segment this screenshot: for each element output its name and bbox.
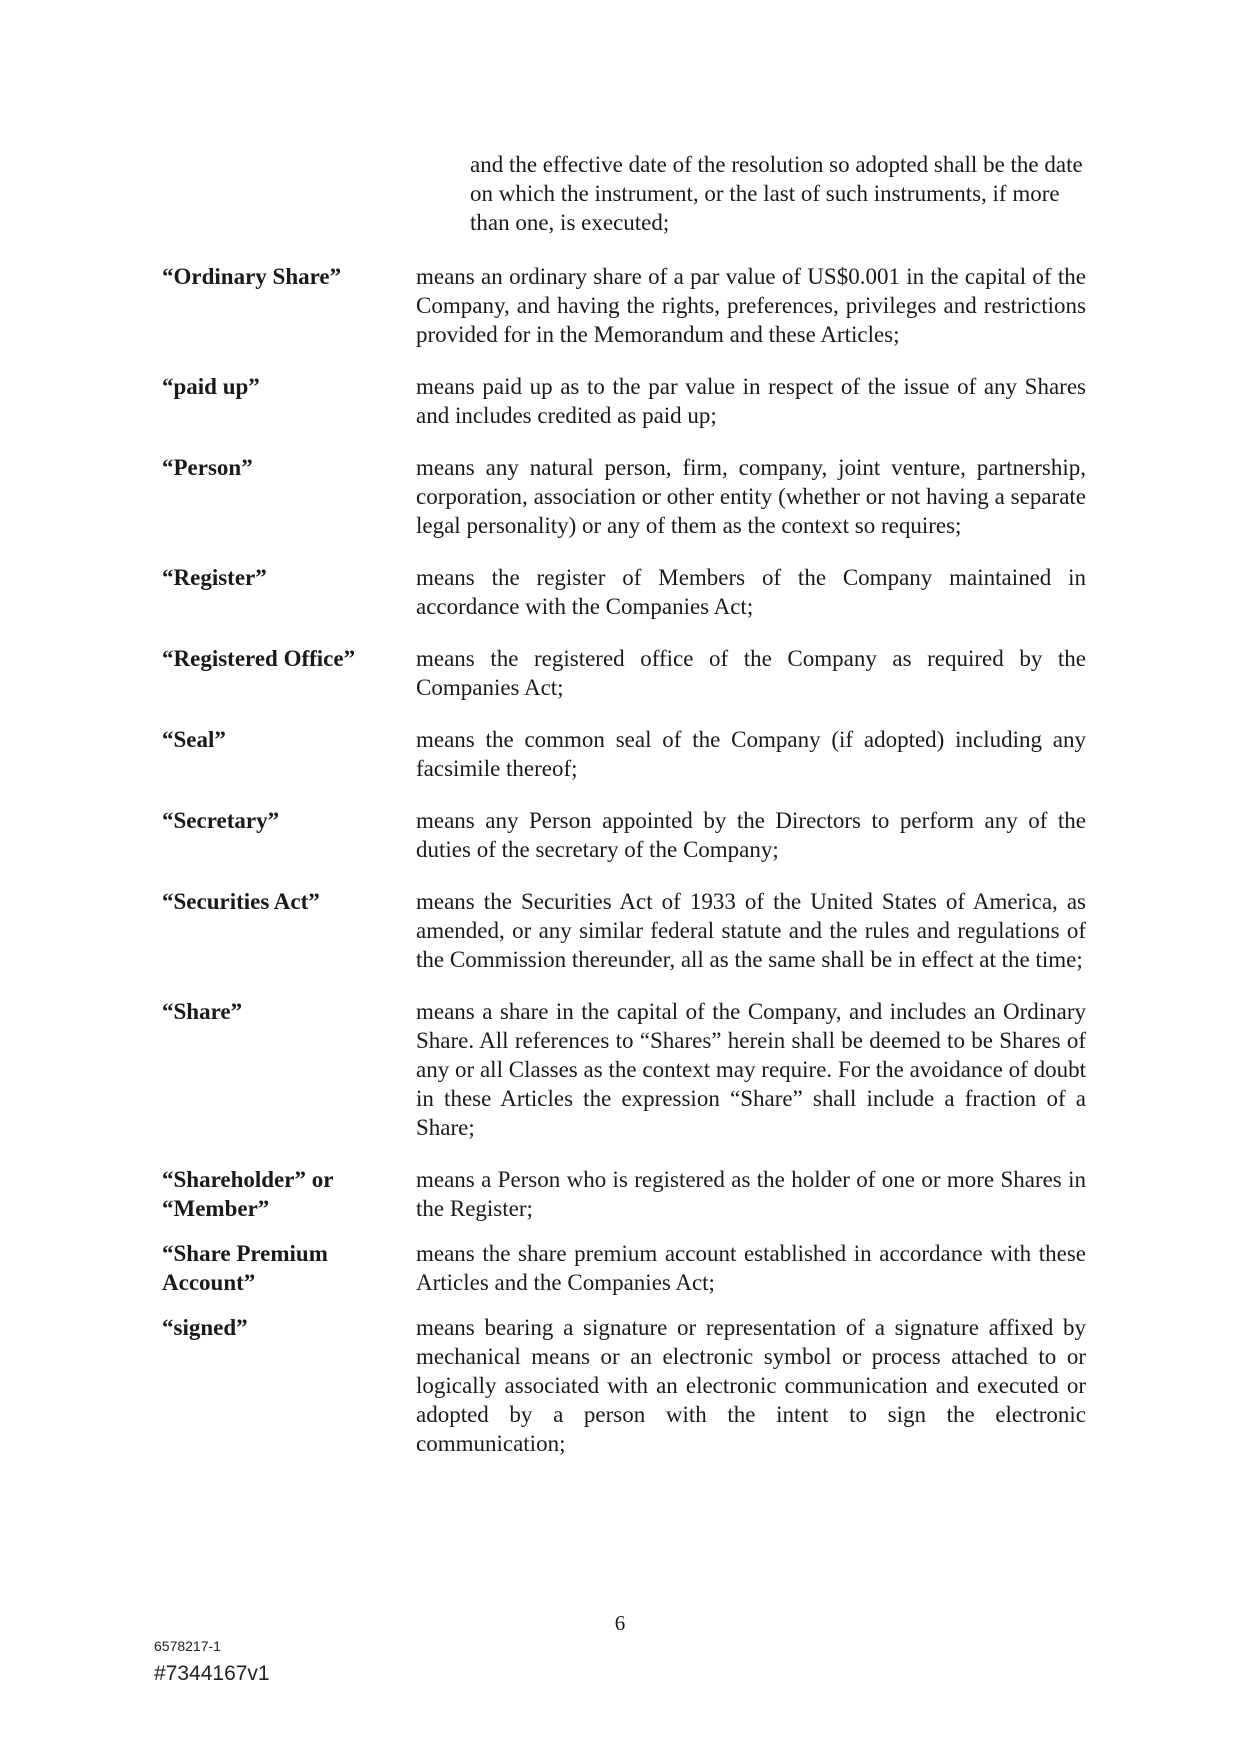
- definition-signed: [162, 1313, 1086, 1458]
- definition-term: “Ordinary Share”: [162, 264, 342, 289]
- definition-term: “Secretary”: [162, 808, 280, 833]
- document-id: #7344167v1: [154, 1662, 270, 1685]
- definition-meaning: means the share premium account established in accordance with these Articles and the Companies Act;: [416, 1241, 1086, 1295]
- definition-term: “Seal”: [162, 727, 226, 752]
- definition-meaning: means paid up as to the par value in respect of the issue of any Shares and includes credited as paid up;: [416, 374, 1086, 428]
- definition-meaning: means the register of Members of the Company maintained in accordance with the Companies Act;: [416, 565, 1086, 619]
- definition-meaning: means an ordinary share of a par value of US$0.001 in the capital of the Company, and having the rights, preferences, privileges and restrictions provided for in the Memorandum and these Articles;: [416, 264, 1086, 347]
- definition-share-premium-account: [162, 1239, 1086, 1297]
- definition-register: [162, 563, 1086, 621]
- definition-meaning: means any Person appointed by the Directors to perform any of the duties of the secretary of the Company;: [416, 808, 1086, 862]
- definition-paid-up: [162, 372, 1086, 430]
- definitions-list: [162, 262, 1086, 1458]
- definition-term: “Share Premium Account”: [162, 1241, 328, 1295]
- definition-person: [162, 453, 1086, 540]
- document-reference: 6578217-1: [154, 1638, 221, 1654]
- definition-term: “Securities Act”: [162, 889, 320, 914]
- definition-meaning: means the Securities Act of 1933 of the United States of America, as amended, or any similar federal statute and the rules and regulations of the Commission thereunder, all as the same shall be in effect at the time;: [416, 889, 1086, 972]
- definition-secretary: [162, 806, 1086, 864]
- definition-meaning: means a share in the capital of the Company, and includes an Ordinary Share. All references to “Shares” herein shall be deemed to be Shares of any or all Classes as the context may require. For the avoidance of doubt in these Articles the expression “Share” shall include a fraction of a Share;: [416, 999, 1086, 1140]
- definition-seal: [162, 725, 1086, 783]
- definition-term: “paid up”: [162, 374, 260, 399]
- definition-term: “Shareholder” or “Member”: [162, 1167, 334, 1221]
- definition-term: “signed”: [162, 1315, 248, 1340]
- definition-meaning: means the common seal of the Company (if adopted) including any facsimile thereof;: [416, 727, 1086, 781]
- definition-meaning: means the registered office of the Company as required by the Companies Act;: [416, 646, 1086, 700]
- definition-term: “Registered Office”: [162, 646, 356, 671]
- definition-meaning: means any natural person, firm, company, joint venture, partnership, corporation, association or other entity (whether or not having a separate legal personality) or any of them as the context so requires;: [416, 455, 1086, 538]
- definition-securities-act: [162, 887, 1086, 974]
- definition-share: [162, 997, 1086, 1142]
- continuation-paragraph: and the effective date of the resolution so adopted shall be the date on which the instrument, or the last of such instruments, if more than one, is executed;: [470, 152, 1083, 235]
- definition-term: “Share”: [162, 999, 243, 1024]
- definition-registered-office: [162, 644, 1086, 702]
- definition-ordinary-share: [162, 262, 1086, 349]
- definition-meaning: means a Person who is registered as the holder of one or more Shares in the Register;: [416, 1167, 1086, 1221]
- page-number: 6: [614, 1611, 626, 1635]
- definition-term: “Register”: [162, 565, 267, 590]
- definition-meaning: means bearing a signature or representation of a signature affixed by mechanical means or an electronic symbol or process attached to or logically associated with an electronic communication and executed or adopted by a person with the intent to sign the electronic communication;: [416, 1315, 1086, 1456]
- definition-term: “Person”: [162, 455, 253, 480]
- definition-shareholder: [162, 1165, 1086, 1223]
